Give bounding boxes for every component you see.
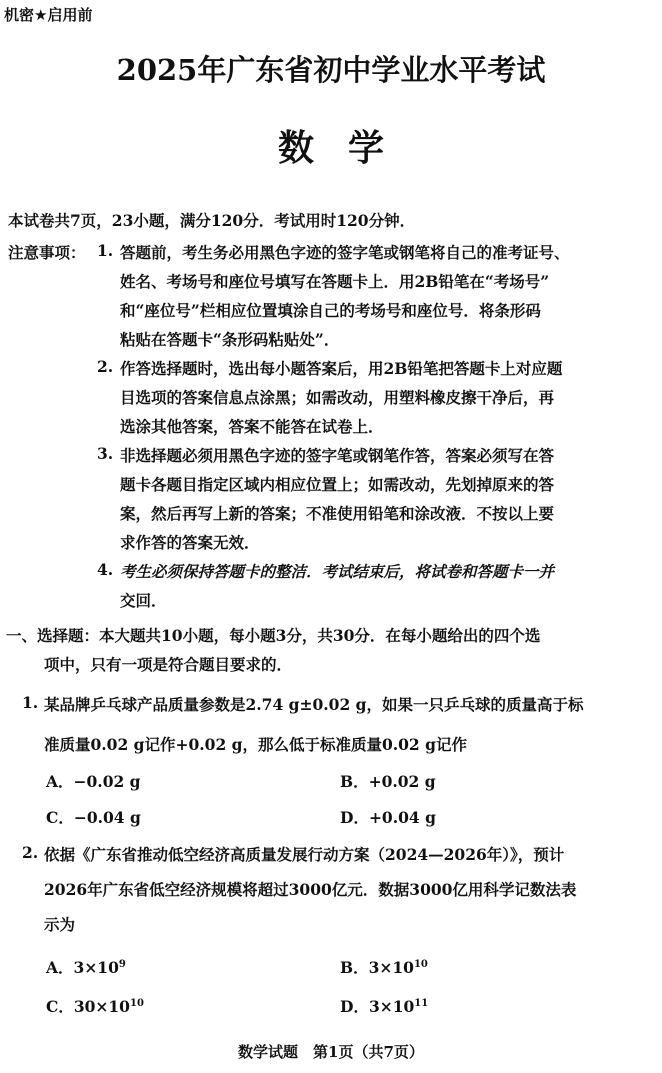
note-number: 2. bbox=[97, 357, 114, 376]
page-footer: 数学试题 第1页（共7页） bbox=[238, 1043, 424, 1061]
note-line: 交回． bbox=[120, 591, 167, 610]
exam-title: 2025年广东省初中学业水平考试 bbox=[116, 53, 546, 87]
notes-label: 注意事项： bbox=[8, 243, 86, 262]
section-heading: 一、选择题：本大题共10小题，每小题3分，共30分．在每小题给出的四个选 bbox=[6, 626, 541, 645]
option-b[interactable]: B．+0.02 g bbox=[340, 772, 436, 791]
intro-text: 本试卷共7页，23小题，满分120分．考试用时120分钟． bbox=[8, 211, 416, 230]
note-number: 3. bbox=[97, 444, 114, 463]
question-text: 2026年广东省低空经济规模将超过3000亿元．数据3000亿用科学记数法表 bbox=[44, 880, 577, 899]
option-label: B． bbox=[340, 958, 369, 977]
note-line: 作答选择题时，选出每小题答案后，用2B铅笔把答题卡上对应题 bbox=[120, 359, 563, 378]
question-number: 2. bbox=[22, 843, 39, 862]
section-heading-cont: 项中，只有一项是符合题目要求的． bbox=[44, 655, 293, 674]
note-line: 考生必须保持答题卡的整洁．考试结束后，将试卷和答题卡一并 bbox=[120, 562, 555, 581]
note-line: 目选项的答案信息点涂黑；如需改动，用塑料橡皮擦干净后，再 bbox=[120, 388, 555, 407]
note-line: 非选择题必须用黑色字迹的签字笔或钢笔作答，答案必须写在答 bbox=[120, 446, 555, 465]
note-line: 求作答的答案无效． bbox=[120, 533, 260, 552]
question-text: 准质量0.02 g记作+0.02 g，那么低于标准质量0.02 g记作 bbox=[44, 735, 467, 754]
question-text: 依据《广东省推动低空经济高质量发展行动方案（2024—2026年）》，预计 bbox=[44, 845, 565, 864]
option-c[interactable] bbox=[46, 995, 144, 1017]
note-line: 答题前，考生务必用黑色字迹的签字笔或钢笔将自己的准考证号、 bbox=[120, 243, 570, 262]
confidential-label: 机密★启用前 bbox=[4, 6, 93, 24]
option-label: A． bbox=[46, 958, 74, 977]
note-line: 案，然后再写上新的答案；不准使用铅笔和涂改液．不按以上要 bbox=[120, 504, 555, 523]
option-label: D． bbox=[340, 997, 369, 1016]
note-line: 和“座位号”栏相应位置填涂自己的考场号和座位号．将条形码 bbox=[120, 301, 541, 320]
option-exponent: 11 bbox=[414, 997, 429, 1009]
question-text: 示为 bbox=[44, 915, 76, 934]
option-base: 3×10 bbox=[368, 958, 414, 977]
question-text: 某品牌乒乓球产品质量参数是2.74 g±0.02 g，如果一只乒乓球的质量高于标 bbox=[44, 695, 584, 714]
option-exponent: 10 bbox=[413, 958, 428, 970]
option-exponent: 9 bbox=[118, 958, 126, 970]
question-number: 1. bbox=[22, 693, 39, 712]
option-d[interactable] bbox=[340, 995, 428, 1017]
option-c[interactable]: C．−0.04 g bbox=[46, 808, 141, 827]
note-line: 粘贴在答题卡“条形码粘贴处”． bbox=[120, 330, 340, 349]
note-number: 4. bbox=[97, 560, 114, 579]
option-a[interactable] bbox=[46, 956, 126, 978]
note-line: 选涂其他答案，答案不能答在试卷上． bbox=[120, 417, 384, 436]
option-b[interactable] bbox=[340, 956, 428, 978]
note-line: 题卡各题目指定区域内相应位置上；如需改动，先划掉原来的答 bbox=[120, 475, 555, 494]
note-number: 1. bbox=[97, 241, 114, 260]
note-line: 姓名、考场号和座位号填写在答题卡上．用2B铅笔在“考场号” bbox=[120, 272, 550, 291]
option-d[interactable]: D．+0.04 g bbox=[340, 808, 436, 827]
option-label: C． bbox=[46, 997, 74, 1016]
option-base: 3×10 bbox=[368, 997, 415, 1016]
option-base: 30×10 bbox=[73, 997, 130, 1016]
subject-title: 数学 bbox=[277, 128, 418, 169]
option-base: 3×10 bbox=[73, 958, 119, 977]
option-exponent: 10 bbox=[129, 997, 144, 1009]
option-a[interactable]: A．−0.02 g bbox=[46, 772, 141, 791]
